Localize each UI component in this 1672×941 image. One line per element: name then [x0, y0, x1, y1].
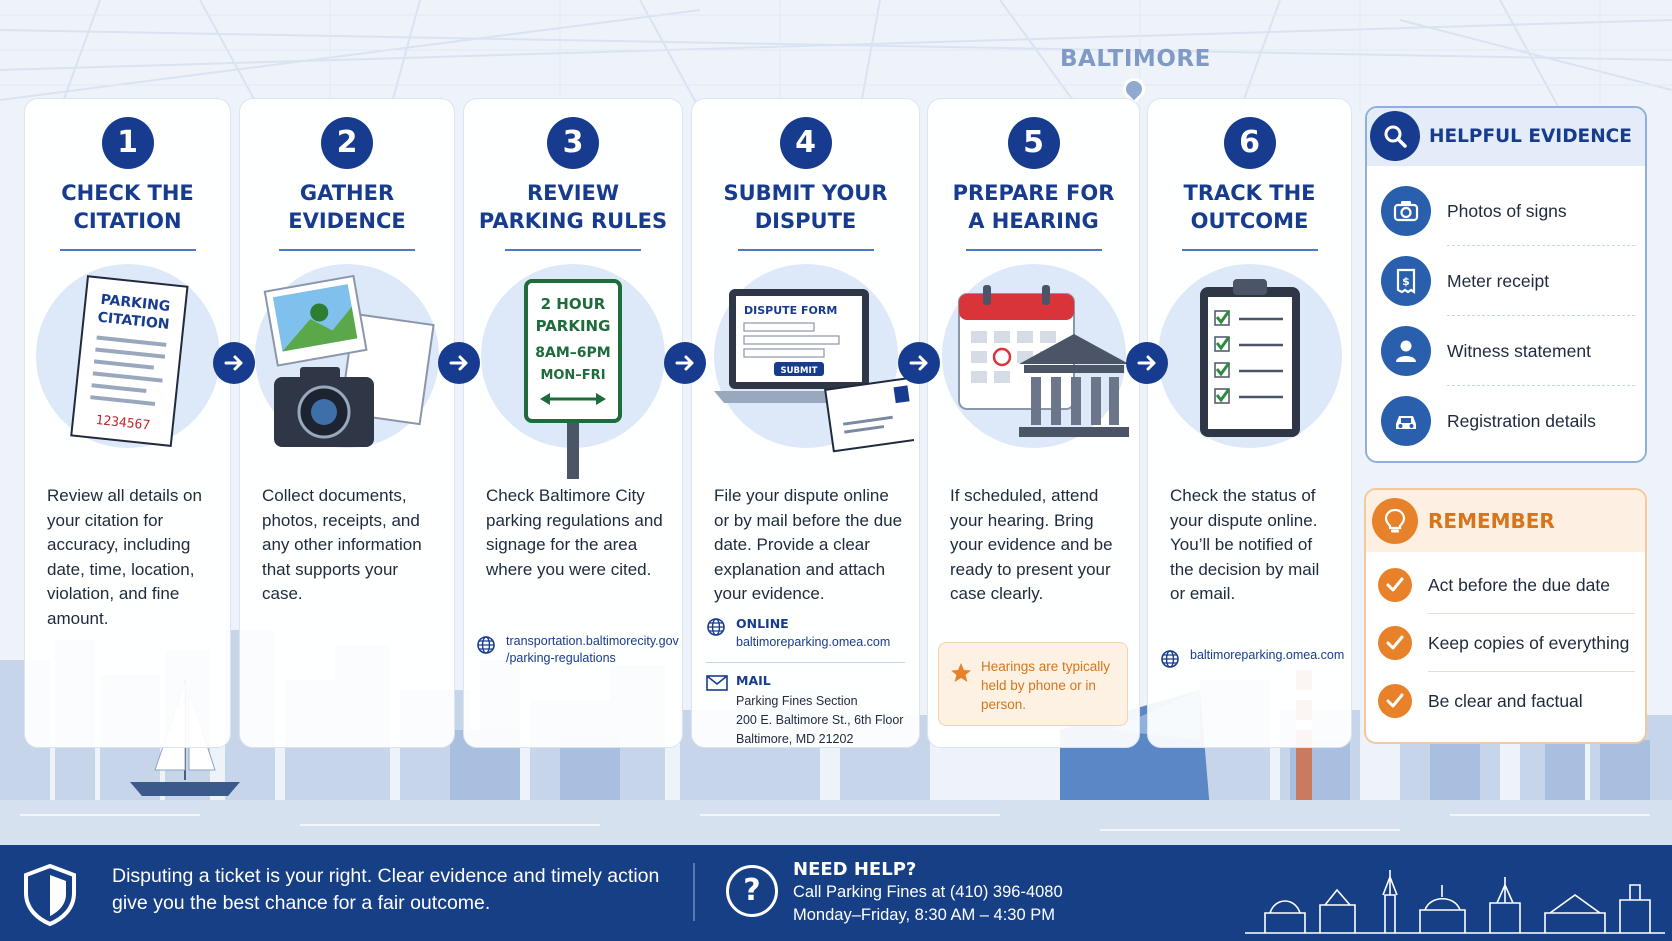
help-phone[interactable]: Call Parking Fines at (410) 396-4080 — [793, 883, 1063, 901]
step-title: GATHER EVIDENCE — [288, 181, 406, 233]
evidence-label: Witness statement — [1447, 341, 1591, 361]
remember-label: Keep copies of everything — [1428, 633, 1630, 653]
landmarks-outline-icon — [1245, 855, 1665, 935]
online-label: ONLINE — [736, 616, 789, 631]
citation-icon — [33, 269, 223, 479]
question-icon: ? — [726, 865, 778, 917]
step-description: If scheduled, attend your hearing. Bring your evidence and be ready to present your case clearly. — [950, 486, 1113, 603]
step-card-4 — [691, 98, 920, 748]
sign-line-1: 2 HOUR — [540, 295, 606, 313]
globe-icon — [1160, 649, 1180, 669]
evidence-item — [1367, 386, 1647, 456]
citation-line-2: CITATION — [96, 309, 170, 334]
remember-item — [1366, 672, 1647, 730]
mail-line-2: 200 E. Baltimore St., 6th Floor — [736, 713, 904, 727]
step-card-6 — [1147, 98, 1352, 748]
evidence-item — [1367, 246, 1647, 316]
receipt-icon — [1381, 256, 1431, 306]
shield-icon — [22, 863, 78, 927]
parking-sign-icon — [478, 269, 668, 479]
panel-header — [1366, 490, 1645, 552]
sign-line-3: 8AM–6PM — [535, 345, 611, 361]
rules-link-text[interactable]: transportation.baltimorecity.gov /parking-regulations — [506, 634, 679, 665]
rules-link[interactable] — [476, 633, 680, 673]
evidence-label: Meter receipt — [1447, 271, 1550, 291]
globe-icon — [706, 617, 726, 637]
step-title: TRACK THE OUTCOME — [1183, 181, 1316, 233]
car-icon — [1381, 396, 1431, 446]
title-underline — [738, 249, 874, 251]
title-underline — [60, 249, 196, 251]
help-hours: Monday–Friday, 8:30 AM – 4:30 PM — [793, 906, 1055, 924]
step-number: 4 — [780, 117, 832, 169]
star-icon — [949, 661, 973, 685]
evidence-item — [1367, 176, 1647, 246]
remember-panel — [1364, 488, 1647, 744]
step-title: SUBMIT YOUR DISPUTE — [723, 181, 888, 233]
step-number: 2 — [321, 117, 373, 169]
evidence-item — [1367, 316, 1647, 386]
title-underline — [279, 249, 415, 251]
step-number: 6 — [1224, 117, 1276, 169]
calendar-courthouse-icon — [934, 269, 1134, 479]
person-icon — [1381, 326, 1431, 376]
step-card-3 — [463, 98, 683, 748]
remember-label: Be clear and factual — [1428, 691, 1583, 711]
mail-line-3: Baltimore, MD 21202 — [736, 732, 854, 746]
check-icon — [1378, 684, 1412, 718]
camera-icon — [1381, 186, 1431, 236]
panel-title: REMEMBER — [1428, 509, 1555, 533]
hearing-note-text: Hearings are typically held by phone or in person. — [981, 659, 1111, 712]
submit-online[interactable] — [706, 615, 906, 655]
evidence-label: Photos of signs — [1447, 201, 1567, 221]
check-icon — [1378, 568, 1412, 602]
helpful-evidence-panel — [1365, 106, 1647, 463]
sign-line-2: PARKING — [535, 317, 611, 335]
title-underline — [505, 249, 641, 251]
step-title: PREPARE FOR A HEARING — [952, 181, 1115, 233]
panel-header — [1367, 108, 1645, 166]
citation-number: 1234567 — [94, 412, 151, 434]
remember-label: Act before the due date — [1428, 575, 1610, 595]
hearing-note — [938, 642, 1128, 726]
citation-line-1: PARKING — [99, 291, 171, 315]
city-label: BALTIMORE — [1060, 46, 1211, 72]
form-title: DISPUTE FORM — [743, 304, 837, 317]
arrow-right-icon — [438, 342, 480, 384]
step-description: Review all details on your citation for accuracy, including date, time, location, violation, and fine amount. — [47, 486, 202, 628]
footer-bar — [0, 845, 1672, 941]
remember-item — [1366, 614, 1647, 672]
section-divider — [706, 662, 905, 663]
sign-line-4: MON–FRI — [540, 368, 606, 383]
step-title: REVIEW PARKING RULES — [478, 181, 668, 233]
mail-line-1: Parking Fines Section — [736, 694, 858, 708]
step-card-2 — [239, 98, 455, 748]
step-card-1 — [24, 98, 231, 748]
step-number: 1 — [102, 117, 154, 169]
checklist-icon — [1155, 269, 1345, 479]
outcome-link-text[interactable]: baltimoreparking.omea.com — [1190, 648, 1345, 662]
camera-documents-icon — [252, 269, 442, 479]
svg-text:$: $ — [1402, 275, 1410, 288]
mail-label: MAIL — [736, 673, 771, 688]
step-number: 3 — [547, 117, 599, 169]
step-number: 5 — [1008, 117, 1060, 169]
check-icon — [1378, 626, 1412, 660]
step-description: Collect documents, photos, receipts, and any other information that supports your case. — [262, 486, 422, 603]
remember-item — [1366, 556, 1647, 614]
footer-message: Disputing a ticket is your right. Clear evidence and timely action give you the best chance for a fair outcome. — [112, 865, 660, 914]
step-title: CHECK THE CITATION — [61, 181, 194, 233]
title-underline — [966, 249, 1102, 251]
globe-icon — [476, 635, 496, 655]
submit-mail — [706, 673, 911, 749]
panel-title: HELPFUL EVIDENCE — [1429, 126, 1632, 147]
help-title: NEED HELP? — [793, 859, 917, 880]
online-url[interactable]: baltimoreparking.omea.com — [736, 635, 891, 649]
lightbulb-icon — [1372, 498, 1418, 544]
envelope-icon — [706, 675, 728, 691]
evidence-label: Registration details — [1447, 411, 1596, 431]
outcome-link[interactable] — [1160, 647, 1350, 669]
arrow-right-icon — [213, 342, 255, 384]
form-submit: SUBMIT — [780, 366, 817, 376]
step-description: File your dispute online or by mail before the due date. Provide a clear explanation and attach your evidence. — [714, 486, 903, 603]
step-description: Check Baltimore City parking regulations and signage for the area where you were cited. — [486, 486, 663, 579]
arrow-right-icon — [898, 342, 940, 384]
arrow-right-icon — [664, 342, 706, 384]
footer-divider — [693, 863, 695, 921]
laptop-form-icon — [704, 269, 914, 479]
title-underline — [1182, 249, 1318, 251]
arrow-right-icon — [1126, 342, 1168, 384]
step-description: Check the status of your dispute online. You’ll be notified of the decision by mail or email. — [1170, 486, 1320, 603]
search-icon — [1370, 111, 1420, 161]
